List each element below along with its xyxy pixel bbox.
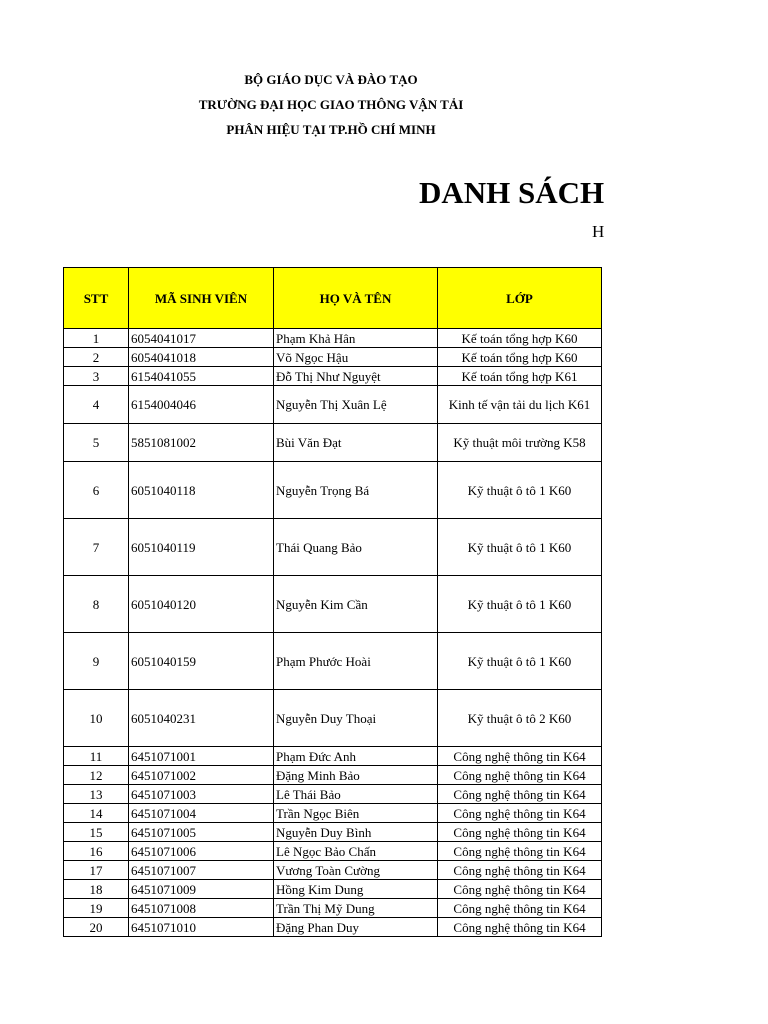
table-row bbox=[64, 899, 602, 918]
row-full-name: Võ Ngọc Hậu bbox=[274, 348, 438, 367]
row-class: Kỹ thuật ô tô 2 K60 bbox=[438, 690, 602, 747]
row-full-name: Phạm Đức Anh bbox=[274, 747, 438, 766]
column-header-student-id: MÃ SINH VIÊN bbox=[129, 268, 274, 329]
row-full-name: Nguyễn Trọng Bá bbox=[274, 462, 438, 519]
table-row bbox=[64, 690, 602, 747]
row-class: Công nghệ thông tin K64 bbox=[438, 880, 602, 899]
table-row bbox=[64, 861, 602, 880]
row-student-id: 6451071001 bbox=[129, 747, 274, 766]
row-full-name: Trần Ngọc Biên bbox=[274, 804, 438, 823]
row-student-id: 6451071008 bbox=[129, 899, 274, 918]
row-class: Công nghệ thông tin K64 bbox=[438, 918, 602, 937]
row-class: Công nghệ thông tin K64 bbox=[438, 785, 602, 804]
row-stt: 17 bbox=[64, 861, 129, 880]
row-full-name: Vương Toàn Cường bbox=[274, 861, 438, 880]
row-stt: 13 bbox=[64, 785, 129, 804]
table-row bbox=[64, 329, 602, 348]
row-student-id: 6451071003 bbox=[129, 785, 274, 804]
row-stt: 18 bbox=[64, 880, 129, 899]
row-student-id: 6051040118 bbox=[129, 462, 274, 519]
row-stt: 6 bbox=[64, 462, 129, 519]
row-stt: 3 bbox=[64, 367, 129, 386]
row-student-id: 6451071002 bbox=[129, 766, 274, 785]
row-full-name: Lê Thái Bảo bbox=[274, 785, 438, 804]
row-class: Kế toán tổng hợp K60 bbox=[438, 329, 602, 348]
row-stt: 1 bbox=[64, 329, 129, 348]
table-header-row bbox=[64, 268, 602, 329]
row-student-id: 6451071010 bbox=[129, 918, 274, 937]
row-full-name: Trần Thị Mỹ Dung bbox=[274, 899, 438, 918]
row-full-name: Nguyễn Thị Xuân Lệ bbox=[274, 386, 438, 424]
row-stt: 12 bbox=[64, 766, 129, 785]
row-class: Công nghệ thông tin K64 bbox=[438, 747, 602, 766]
row-stt: 14 bbox=[64, 804, 129, 823]
column-header-full-name: HỌ VÀ TÊN bbox=[274, 268, 438, 329]
table-row bbox=[64, 766, 602, 785]
row-student-id: 6051040120 bbox=[129, 576, 274, 633]
row-student-id: 6154004046 bbox=[129, 386, 274, 424]
table-row bbox=[64, 367, 602, 386]
campus-name: PHÂN HIỆU TẠI TP.HỒ CHÍ MINH bbox=[226, 122, 436, 137]
table-row bbox=[64, 918, 602, 937]
table-row bbox=[64, 785, 602, 804]
row-student-id: 6051040231 bbox=[129, 690, 274, 747]
column-header-class: LỚP bbox=[438, 268, 602, 329]
row-stt: 16 bbox=[64, 842, 129, 861]
row-student-id: 6051040159 bbox=[129, 633, 274, 690]
row-full-name: Lê Ngọc Bảo Chấn bbox=[274, 842, 438, 861]
row-full-name: Đặng Minh Bảo bbox=[274, 766, 438, 785]
row-stt: 7 bbox=[64, 519, 129, 576]
row-student-id: 6451071007 bbox=[129, 861, 274, 880]
table-row bbox=[64, 462, 602, 519]
row-class: Kinh tế vận tải du lịch K61 bbox=[438, 386, 602, 424]
table-row bbox=[64, 880, 602, 899]
table-row bbox=[64, 348, 602, 367]
column-header-stt: STT bbox=[64, 268, 129, 329]
row-full-name: Phạm Khả Hân bbox=[274, 329, 438, 348]
table-row bbox=[64, 823, 602, 842]
row-student-id: 6451071009 bbox=[129, 880, 274, 899]
row-class: Công nghệ thông tin K64 bbox=[438, 899, 602, 918]
table-row bbox=[64, 633, 602, 690]
document-subtitle: H bbox=[592, 222, 605, 241]
row-student-id: 5851081002 bbox=[129, 424, 274, 462]
row-student-id: 6154041055 bbox=[129, 367, 274, 386]
row-class: Công nghệ thông tin K64 bbox=[438, 861, 602, 880]
table-row bbox=[64, 386, 602, 424]
row-stt: 8 bbox=[64, 576, 129, 633]
row-full-name: Bùi Văn Đạt bbox=[274, 424, 438, 462]
row-student-id: 6451071004 bbox=[129, 804, 274, 823]
row-student-id: 6054041018 bbox=[129, 348, 274, 367]
row-full-name: Phạm Phước Hoài bbox=[274, 633, 438, 690]
table-row bbox=[64, 804, 602, 823]
row-class: Kỹ thuật môi trường K58 bbox=[438, 424, 602, 462]
row-class: Kỹ thuật ô tô 1 K60 bbox=[438, 576, 602, 633]
row-class: Kỹ thuật ô tô 1 K60 bbox=[438, 462, 602, 519]
document-title: DANH SÁCH bbox=[419, 175, 605, 210]
table-row bbox=[64, 424, 602, 462]
row-stt: 4 bbox=[64, 386, 129, 424]
row-stt: 15 bbox=[64, 823, 129, 842]
row-full-name: Nguyễn Duy Thoại bbox=[274, 690, 438, 747]
row-stt: 10 bbox=[64, 690, 129, 747]
row-class: Kế toán tổng hợp K60 bbox=[438, 348, 602, 367]
row-student-id: 6054041017 bbox=[129, 329, 274, 348]
row-stt: 9 bbox=[64, 633, 129, 690]
university-name: TRƯỜNG ĐẠI HỌC GIAO THÔNG VẬN TẢI bbox=[198, 97, 464, 112]
row-full-name: Hồng Kim Dung bbox=[274, 880, 438, 899]
row-class: Công nghệ thông tin K64 bbox=[438, 823, 602, 842]
row-full-name: Nguyễn Kim Cần bbox=[274, 576, 438, 633]
table-row bbox=[64, 519, 602, 576]
row-student-id: 6451071005 bbox=[129, 823, 274, 842]
row-student-id: 6051040119 bbox=[129, 519, 274, 576]
row-stt: 20 bbox=[64, 918, 129, 937]
row-student-id: 6451071006 bbox=[129, 842, 274, 861]
row-stt: 5 bbox=[64, 424, 129, 462]
row-class: Công nghệ thông tin K64 bbox=[438, 804, 602, 823]
row-class: Kế toán tổng hợp K61 bbox=[438, 367, 602, 386]
table-row bbox=[64, 576, 602, 633]
row-class: Công nghệ thông tin K64 bbox=[438, 842, 602, 861]
row-full-name: Nguyễn Duy Bình bbox=[274, 823, 438, 842]
table-row bbox=[64, 842, 602, 861]
row-full-name: Đặng Phan Duy bbox=[274, 918, 438, 937]
table-row bbox=[64, 747, 602, 766]
row-class: Công nghệ thông tin K64 bbox=[438, 766, 602, 785]
row-stt: 19 bbox=[64, 899, 129, 918]
row-stt: 2 bbox=[64, 348, 129, 367]
row-full-name: Đỗ Thị Như Nguyệt bbox=[274, 367, 438, 386]
row-full-name: Thái Quang Bảo bbox=[274, 519, 438, 576]
student-list-table bbox=[63, 267, 602, 937]
row-class: Kỹ thuật ô tô 1 K60 bbox=[438, 519, 602, 576]
ministry-name: BỘ GIÁO DỤC VÀ ĐÀO TẠO bbox=[244, 72, 418, 87]
row-stt: 11 bbox=[64, 747, 129, 766]
row-class: Kỹ thuật ô tô 1 K60 bbox=[438, 633, 602, 690]
